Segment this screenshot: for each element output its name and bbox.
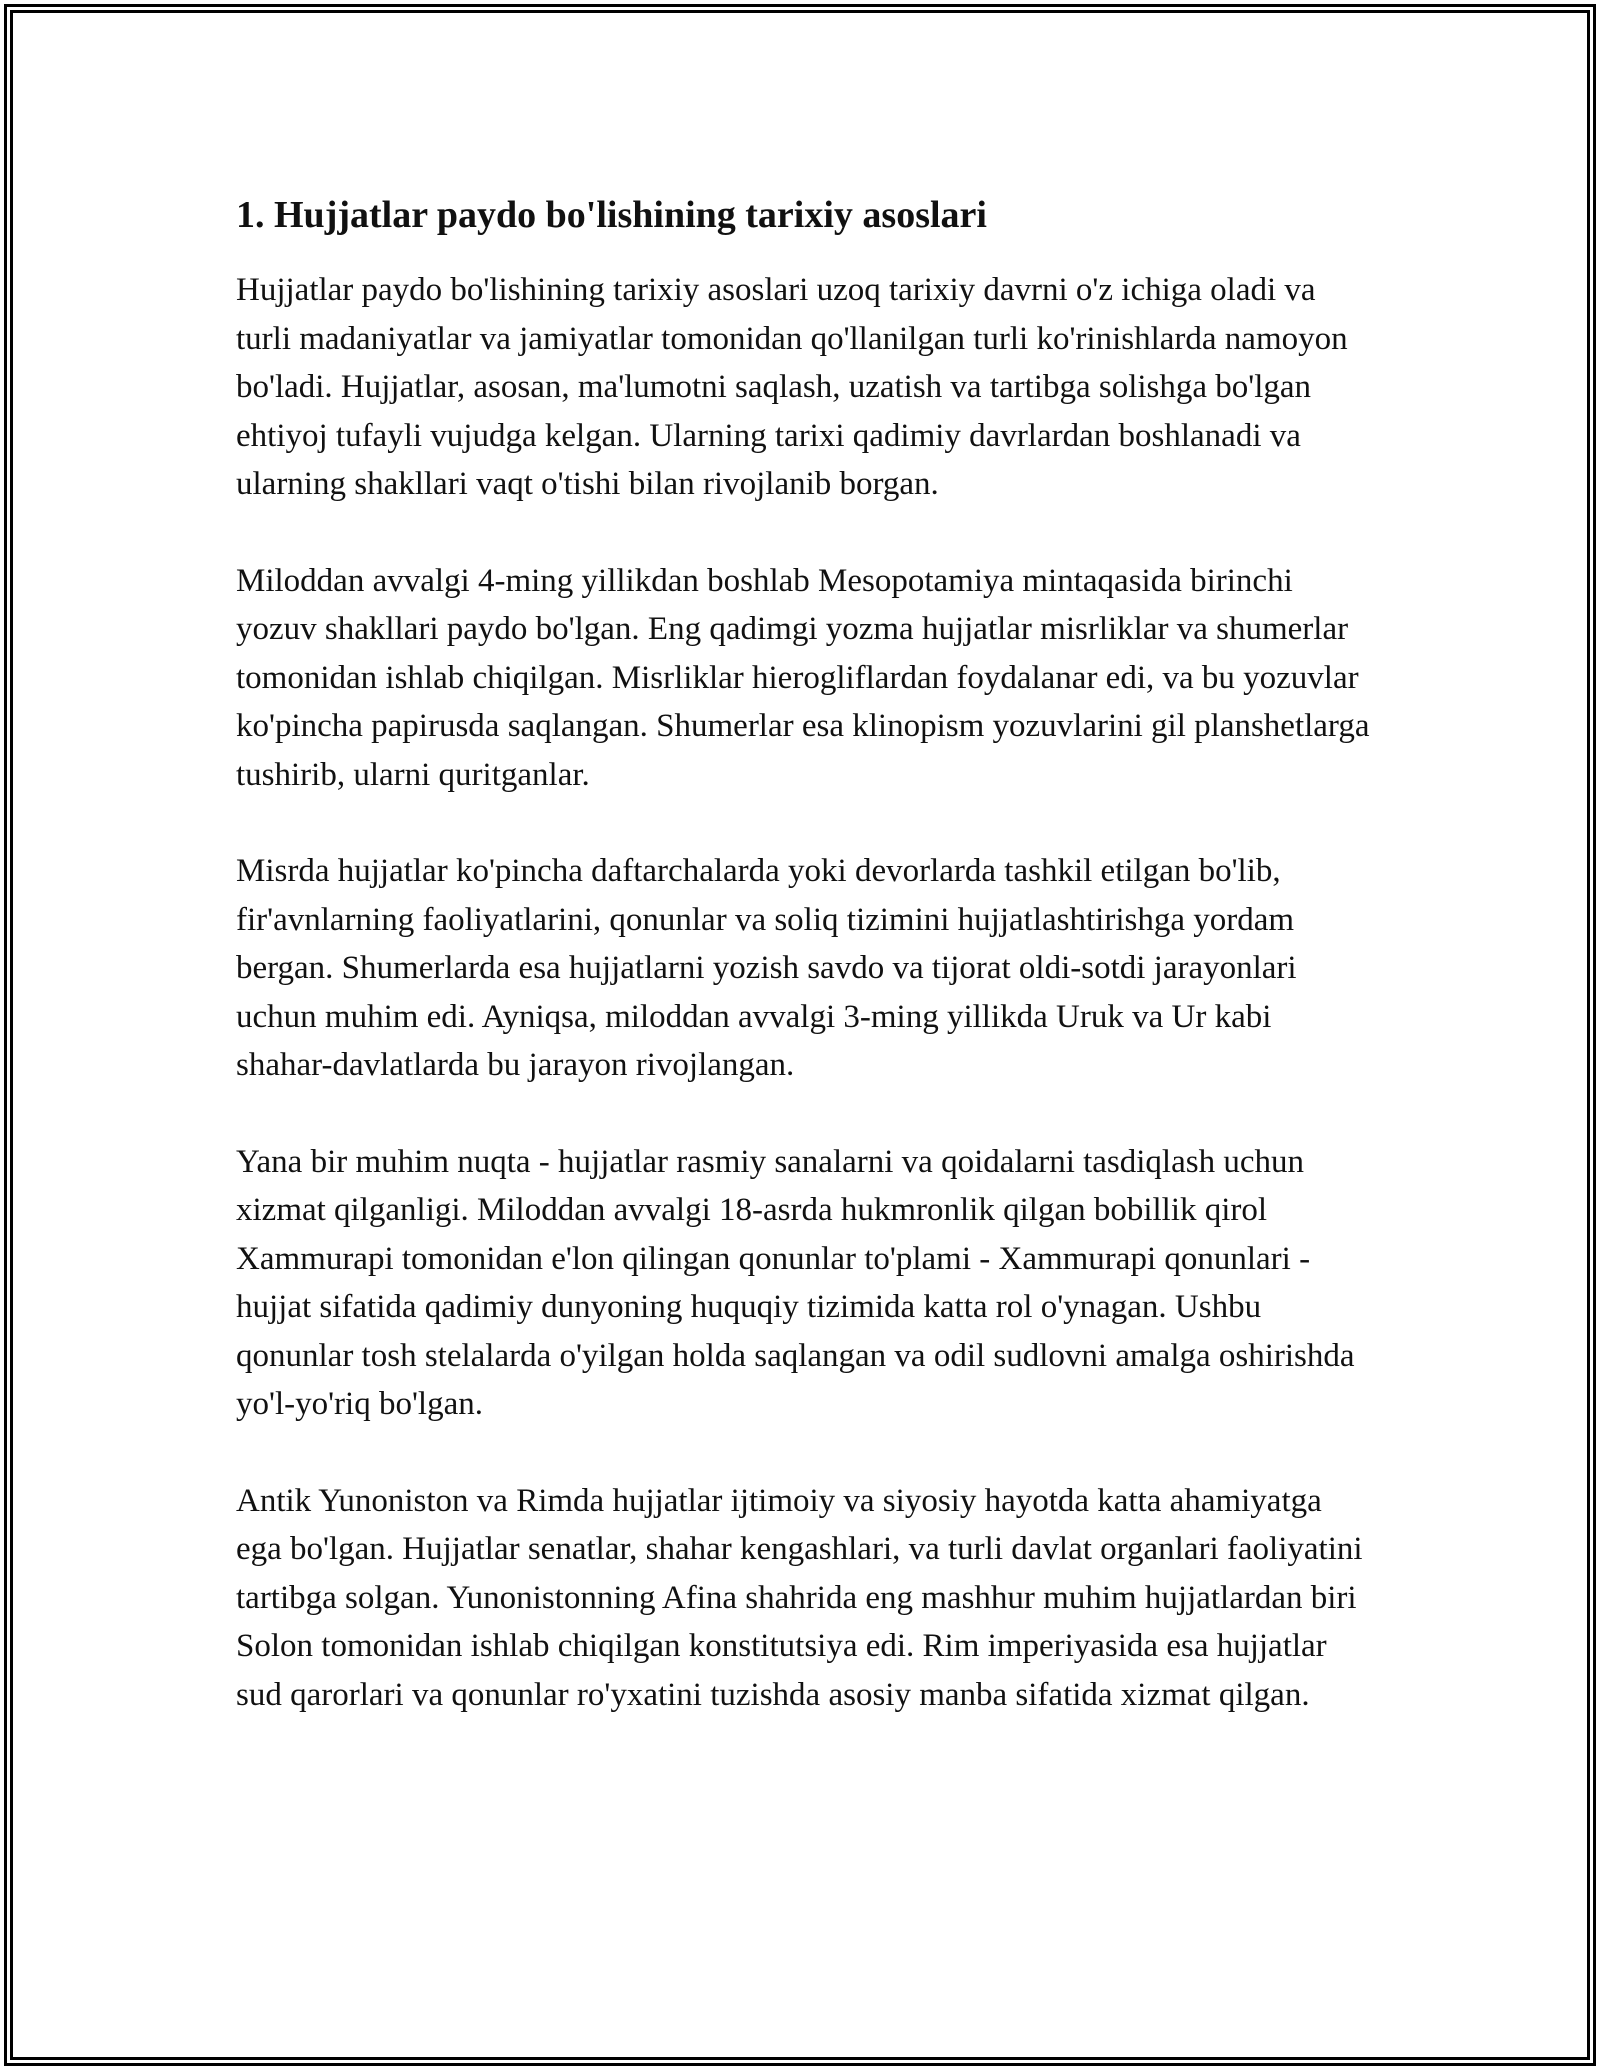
paragraph-3: Misrda hujjatlar ko'pincha daftarchalarda yoki devorlarda tashkil etilgan bo'lib, fir'avnlarning faoliyatlarini, qonunlar va soliq tizimini hujjatlashtirishga yordam bergan. Shumerlarda esa hujjatlarni yozish savdo va tijorat oldi-sotdi jarayonlari uchun muhim edi. Ayniqsa, miloddan avvalgi 3-ming yillikda Uruk va Ur kabi shahar-davlatlarda bu jarayon rivojlangan. (236, 853, 1297, 1083)
section-heading: 1. Hujjatlar paydo bo'lishining tarixiy asoslari (236, 194, 987, 236)
document-body (236, 190, 1372, 1767)
paragraph-4: Yana bir muhim nuqta - hujjatlar rasmiy sanalarni va qoidalarni tasdiqlash uchun xizmat qilganligi. Miloddan avvalgi 18-asrda hukmronlik qilgan bobillik qirol Xammurapi tomonidan e'lon qilingan qonunlar to'plami - Xammurapi qonunlari - hujjat sifatida qadimiy dunyoning huquqiy tizimida katta rol o'ynagan. Ushbu qonunlar tosh stelalarda o'yilgan holda saqlangan va odil sudlovni amalga oshirishda yo'l-yo'riq bo'lgan. (236, 1143, 1355, 1422)
paragraph-1: Hujjatlar paydo bo'lishining tarixiy asoslari uzoq tarixiy davrni o'z ichiga oladi va turli madaniyatlar va jamiyatlar tomonidan qo'llanilgan turli ko'rinishlarda namoyon bo'ladi. Hujjatlar, asosan, ma'lumotni saqlash, uzatish va tartibga solishga bo'lgan ehtiyoj tufayli vujudga kelgan. Ularning tarixi qadimiy davrlardan boshlanadi va ularning shakllari vaqt o'tishi bilan rivojlanib borgan. (236, 272, 1348, 502)
paragraph-2: Miloddan avvalgi 4-ming yillikdan boshlab Mesopotamiya mintaqasida birinchi yozuv shakllari paydo bo'lgan. Eng qadimgi yozma hujjatlar misrliklar va shumerlar tomonidan ishlab chiqilgan. Misrliklar hierogliflardan foydalanar edi, va bu yozuvlar ko'pincha papirusda saqlangan. Shumerlar esa klinopism yozuvlarini gil planshetlarga tushirib, ularni quritganlar. (236, 562, 1370, 793)
paragraph-5: Antik Yunoniston va Rimda hujjatlar ijtimoiy va siyosiy hayotda katta ahamiyatga ega bo'lgan. Hujjatlar senatlar, shahar kengashlari, va turli davlat organlari faoliyatini tartibga solgan. Yunonistonning Afina shahrida eng mashhur muhim hujjatlardan biri Solon tomonidan ishlab chiqilgan konstitutsiya edi. Rim imperiyasida esa hujjatlar sud qarorlari va qonunlar ro'yxatini tuzishda asosiy manba sifatida xizmat qilgan. (236, 1482, 1363, 1713)
